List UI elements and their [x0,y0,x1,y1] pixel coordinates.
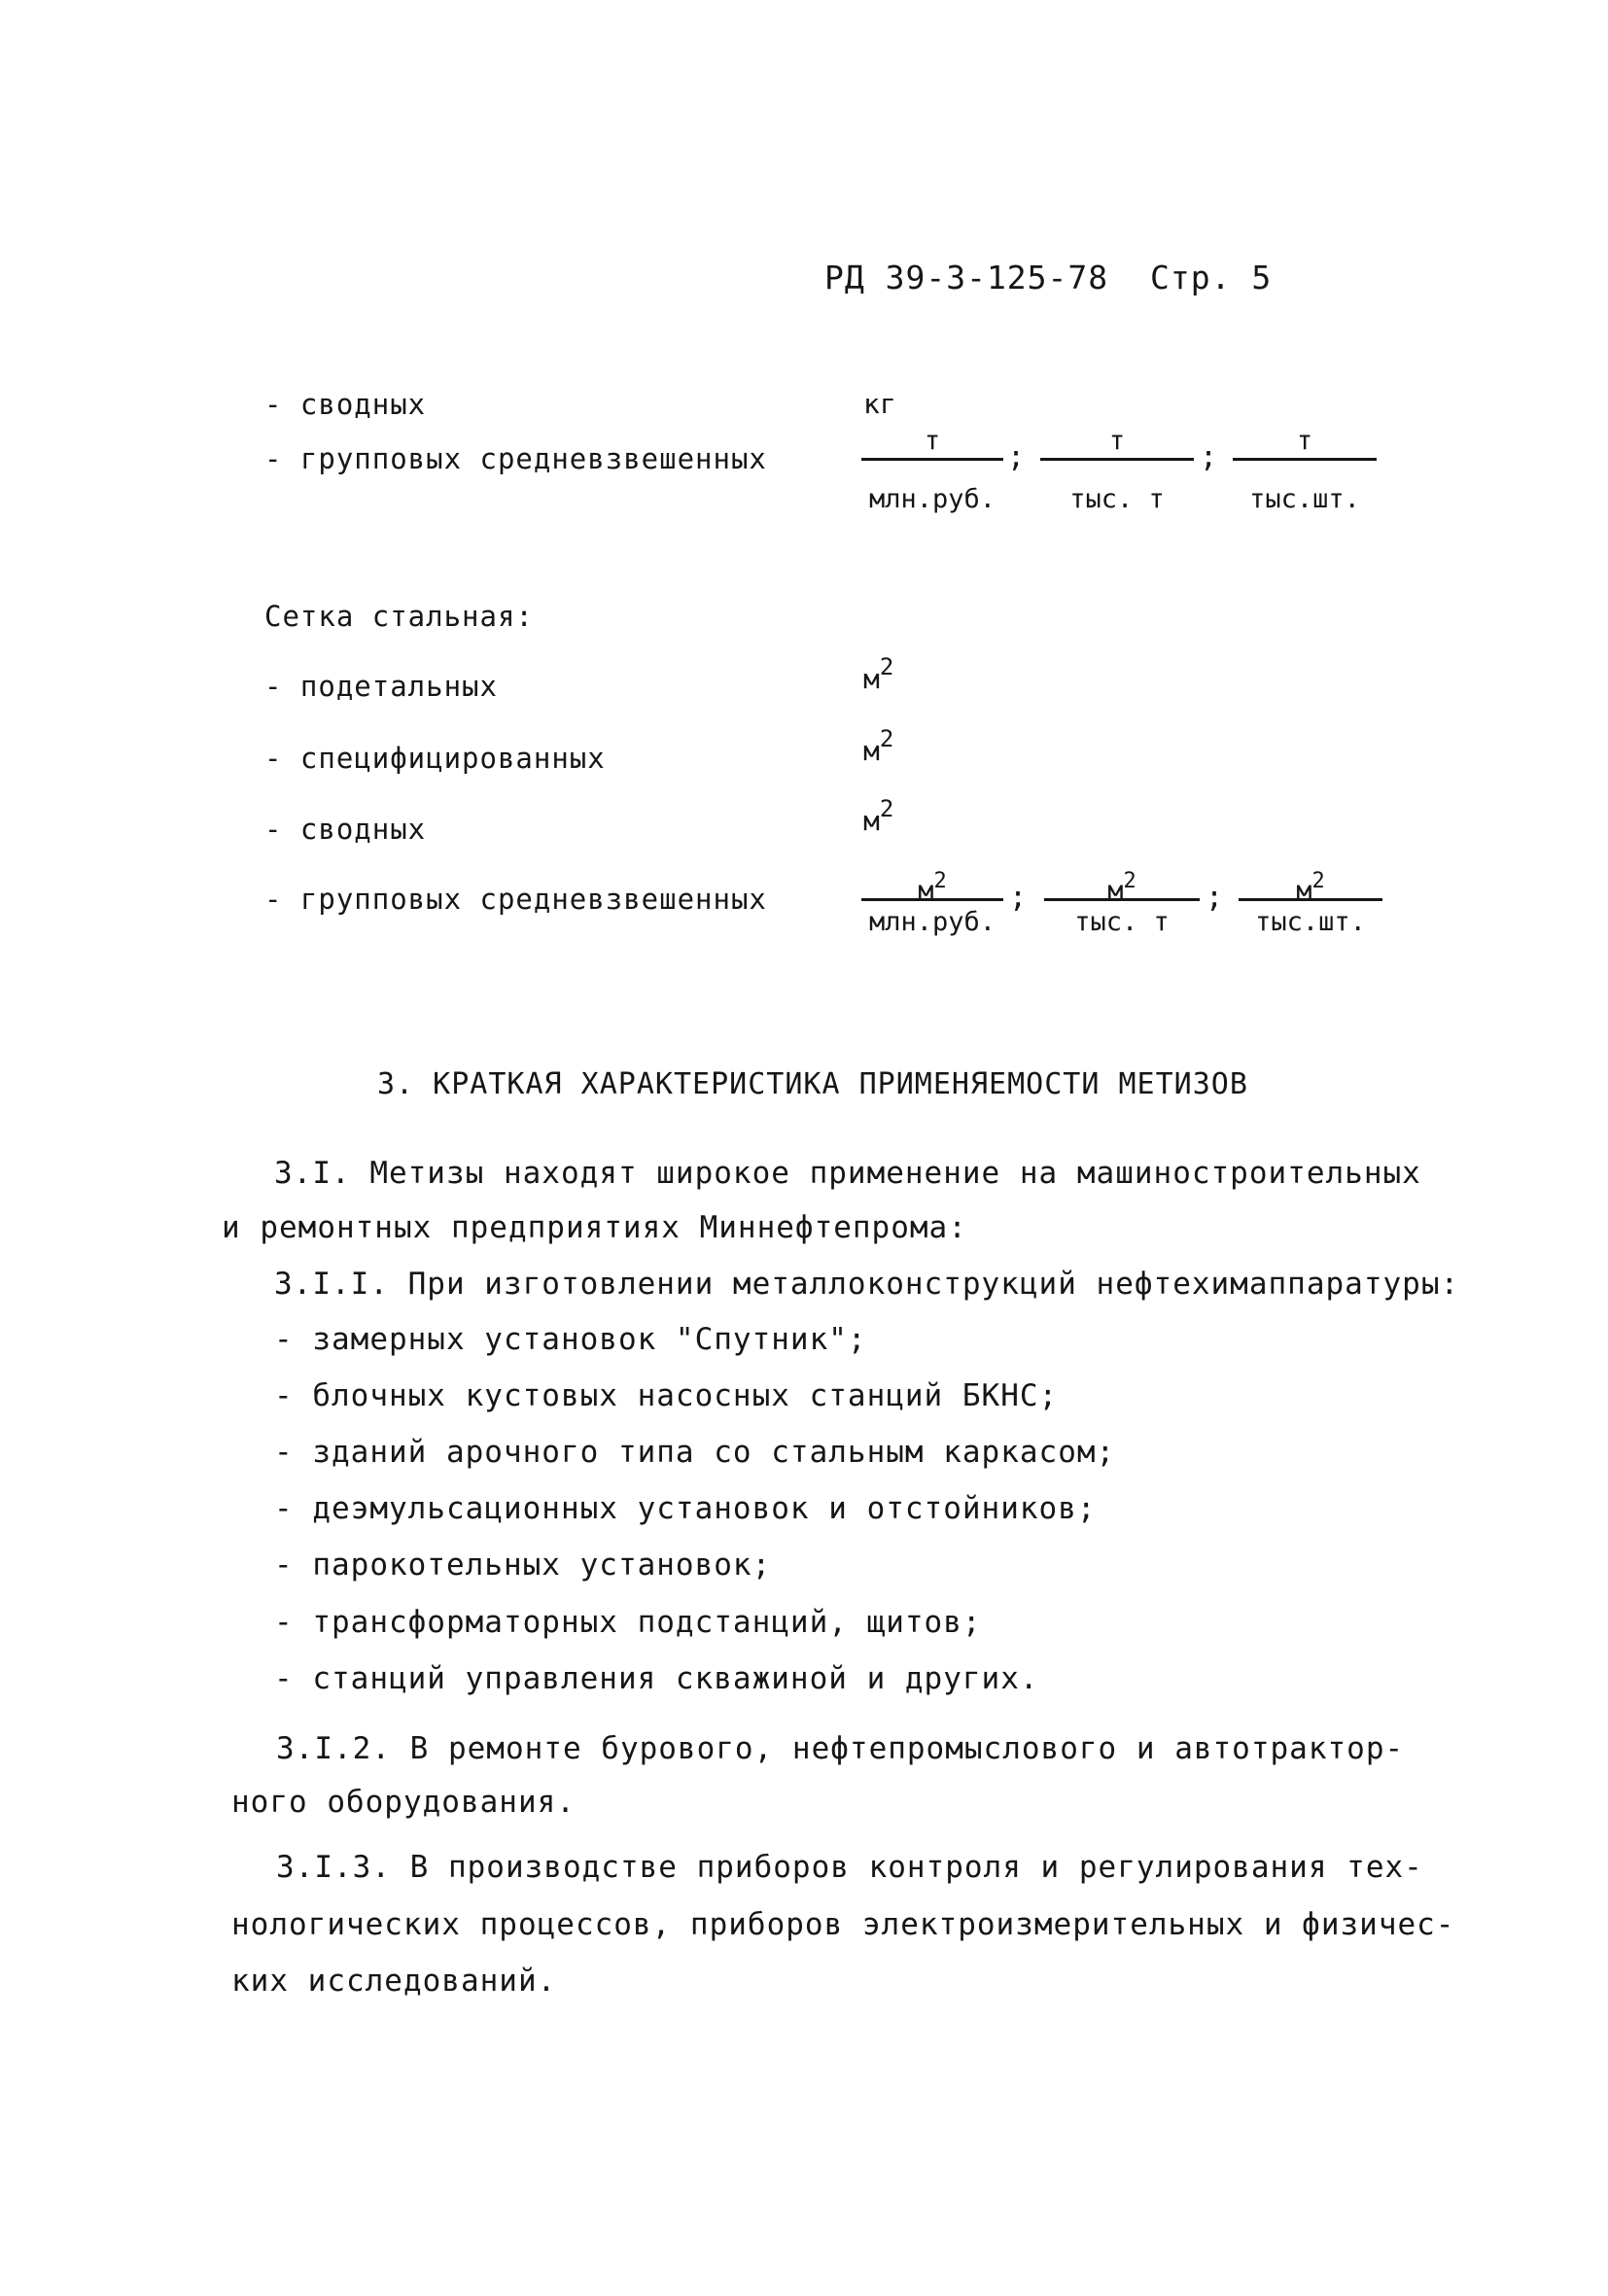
fraction-t-per-mln-rub [861,425,1003,519]
list-item: - трансформаторных подстанций, щитов; [274,1605,982,1640]
paragraph-3-1-2-line-1: 3.I.2. В ремонте бурового, нефтепромыслового и автотрактор- [276,1731,1405,1766]
fraction-t-per-ths-sht [1233,425,1377,519]
paragraph-3-1-3-line-2: нологических процессов, приборов электроизмерительных и физичес- [231,1907,1455,1942]
mesh-title: Сетка стальная: [264,600,534,633]
list-item: - станций управления скважиной и других. [274,1661,1039,1696]
fraction-denominator: млн.руб. [868,484,996,514]
fraction-numerator: т [1108,426,1126,456]
section-heading: 3. КРАТКАЯ ХАРАКТЕРИСТИКА ПРИМЕНЯЕМОСТИ МЕТИЗОВ [377,1067,1248,1101]
separator: ; [1206,881,1224,915]
list-item: - блочных кустовых насосных станций БКНС; [274,1378,1059,1413]
list-item: - замерных установок "Спутник"; [274,1322,867,1357]
fraction-numerator: т [1296,426,1313,456]
list-item: - деэмульсационных установок и отстойников; [274,1491,1097,1526]
fraction-numerator: $м^2$ [1296,869,1325,906]
document-code: РД 39-3-125-78 [824,259,1109,296]
fraction-denominator: тыс. т [1074,907,1170,937]
unit-m2: $м^2$ [863,795,894,837]
fraction-denominator: тыс.шт. [1249,484,1360,514]
fraction-denominator: тыс.шт. [1255,907,1366,937]
fraction-t-per-ths-t [1040,425,1194,519]
paragraph-3-1-2-line-2: ного оборудования. [231,1785,576,1820]
fraction-bar [1040,458,1194,461]
unit-kg: кг [863,388,896,420]
fraction-m2-per-mln-rub [861,865,1003,942]
separator: ; [1200,440,1218,474]
row-label-svodnyh: - сводных [264,388,427,421]
row-label-gruppovyh-mesh: - групповых средневзвешенных [264,883,767,916]
separator: ; [1007,440,1026,474]
list-item: - парокотельных установок; [274,1548,772,1583]
fraction-denominator: млн.руб. [868,907,996,937]
row-label-specificirovannyh: - специфицированных [264,742,606,775]
fraction-bar [1233,458,1377,461]
paragraph-3-1-1: 3.I.I. При изготовлении металлоконструкций нефтехимаппаратуры: [274,1267,1460,1302]
unit-m2: $м^2$ [863,725,894,767]
list-item: - зданий арочного типа со стальным каркасом; [274,1435,1116,1470]
page-number: Стр. 5 [1150,259,1273,296]
fraction-m2-per-ths-t [1044,865,1200,942]
fraction-numerator: $м^2$ [1107,869,1136,906]
fraction-denominator: тыс. т [1069,484,1165,514]
row-label-gruppovyh: - групповых средневзвешенных [264,442,767,475]
paragraph-3-1-line-2: и ремонтных предприятиях Миннефтепрома: [222,1210,967,1245]
paragraph-3-1-3-line-1: 3.I.3. В производстве приборов контроля и регулирования тех- [276,1850,1423,1885]
separator: ; [1009,881,1028,915]
row-label-podetalnyh: - подетальных [264,670,498,703]
fraction-bar [861,458,1003,461]
paragraph-3-1-3-line-3: ких исследований. [231,1964,557,1999]
unit-m2: $м^2$ [863,653,894,695]
fraction-numerator: $м^2$ [918,869,947,906]
fraction-m2-per-ths-sht [1239,865,1382,942]
paragraph-3-1-line-1: 3.I. Метизы находят широкое применение на машиностроительных [274,1156,1421,1191]
fraction-numerator: т [924,426,941,456]
row-label-svodnyh-mesh: - сводных [264,813,427,846]
